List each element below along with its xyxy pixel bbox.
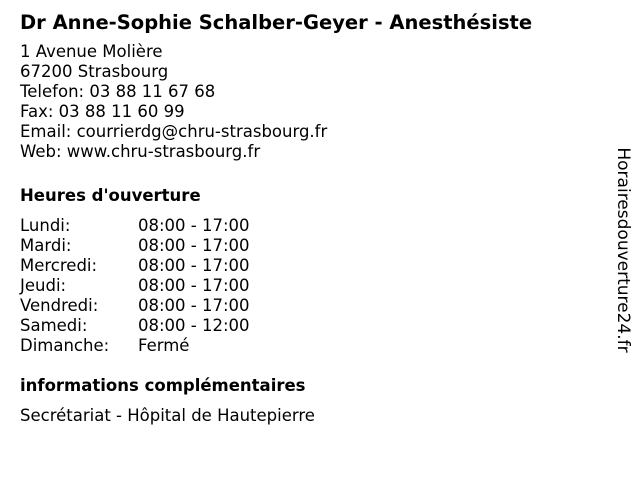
time-value: Fermé <box>138 336 190 355</box>
day-label: Dimanche: <box>20 336 110 355</box>
day-label: Lundi: <box>20 216 71 235</box>
time-value: 08:00 - 17:00 <box>138 276 250 295</box>
day-label: Vendredi: <box>20 296 99 315</box>
time-value: 08:00 - 17:00 <box>138 296 250 315</box>
info-heading: informations complémentaires <box>20 376 306 395</box>
day-label: Samedi: <box>20 316 88 335</box>
hours-heading: Heures d'ouverture <box>20 186 201 205</box>
street-address: 1 Avenue Molière <box>20 42 163 61</box>
phone-line[interactable]: Telefon: 03 88 11 67 68 <box>20 82 216 101</box>
web-line[interactable]: Web: www.chru-strasbourg.fr <box>20 142 261 161</box>
day-label: Mardi: <box>20 236 72 255</box>
time-value: 08:00 - 17:00 <box>138 236 250 255</box>
hours-row <box>20 256 250 276</box>
day-label: Jeudi: <box>20 276 67 295</box>
hours-row <box>20 316 250 336</box>
site-watermark: Horairesdouverture24.fr <box>613 147 633 353</box>
time-value: 08:00 - 17:00 <box>138 256 250 275</box>
city-address: 67200 Strasbourg <box>20 62 169 81</box>
hours-row <box>20 236 250 256</box>
page-title: Dr Anne-Sophie Schalber-Geyer - Anesthésiste <box>20 11 533 34</box>
hours-row <box>20 296 250 316</box>
contact-block <box>20 42 600 162</box>
time-value: 08:00 - 12:00 <box>138 316 250 335</box>
hours-row <box>20 336 250 356</box>
hours-row <box>20 216 250 236</box>
hours-row <box>20 276 250 296</box>
email-line[interactable]: Email: courrierdg@chru-strasbourg.fr <box>20 122 328 141</box>
time-value: 08:00 - 17:00 <box>138 216 250 235</box>
info-text: Secrétariat - Hôpital de Hautepierre <box>20 406 315 425</box>
fax-line: Fax: 03 88 11 60 99 <box>20 102 185 121</box>
opening-hours-table <box>20 216 250 356</box>
listing-card <box>20 10 600 426</box>
day-label: Mercredi: <box>20 256 98 275</box>
